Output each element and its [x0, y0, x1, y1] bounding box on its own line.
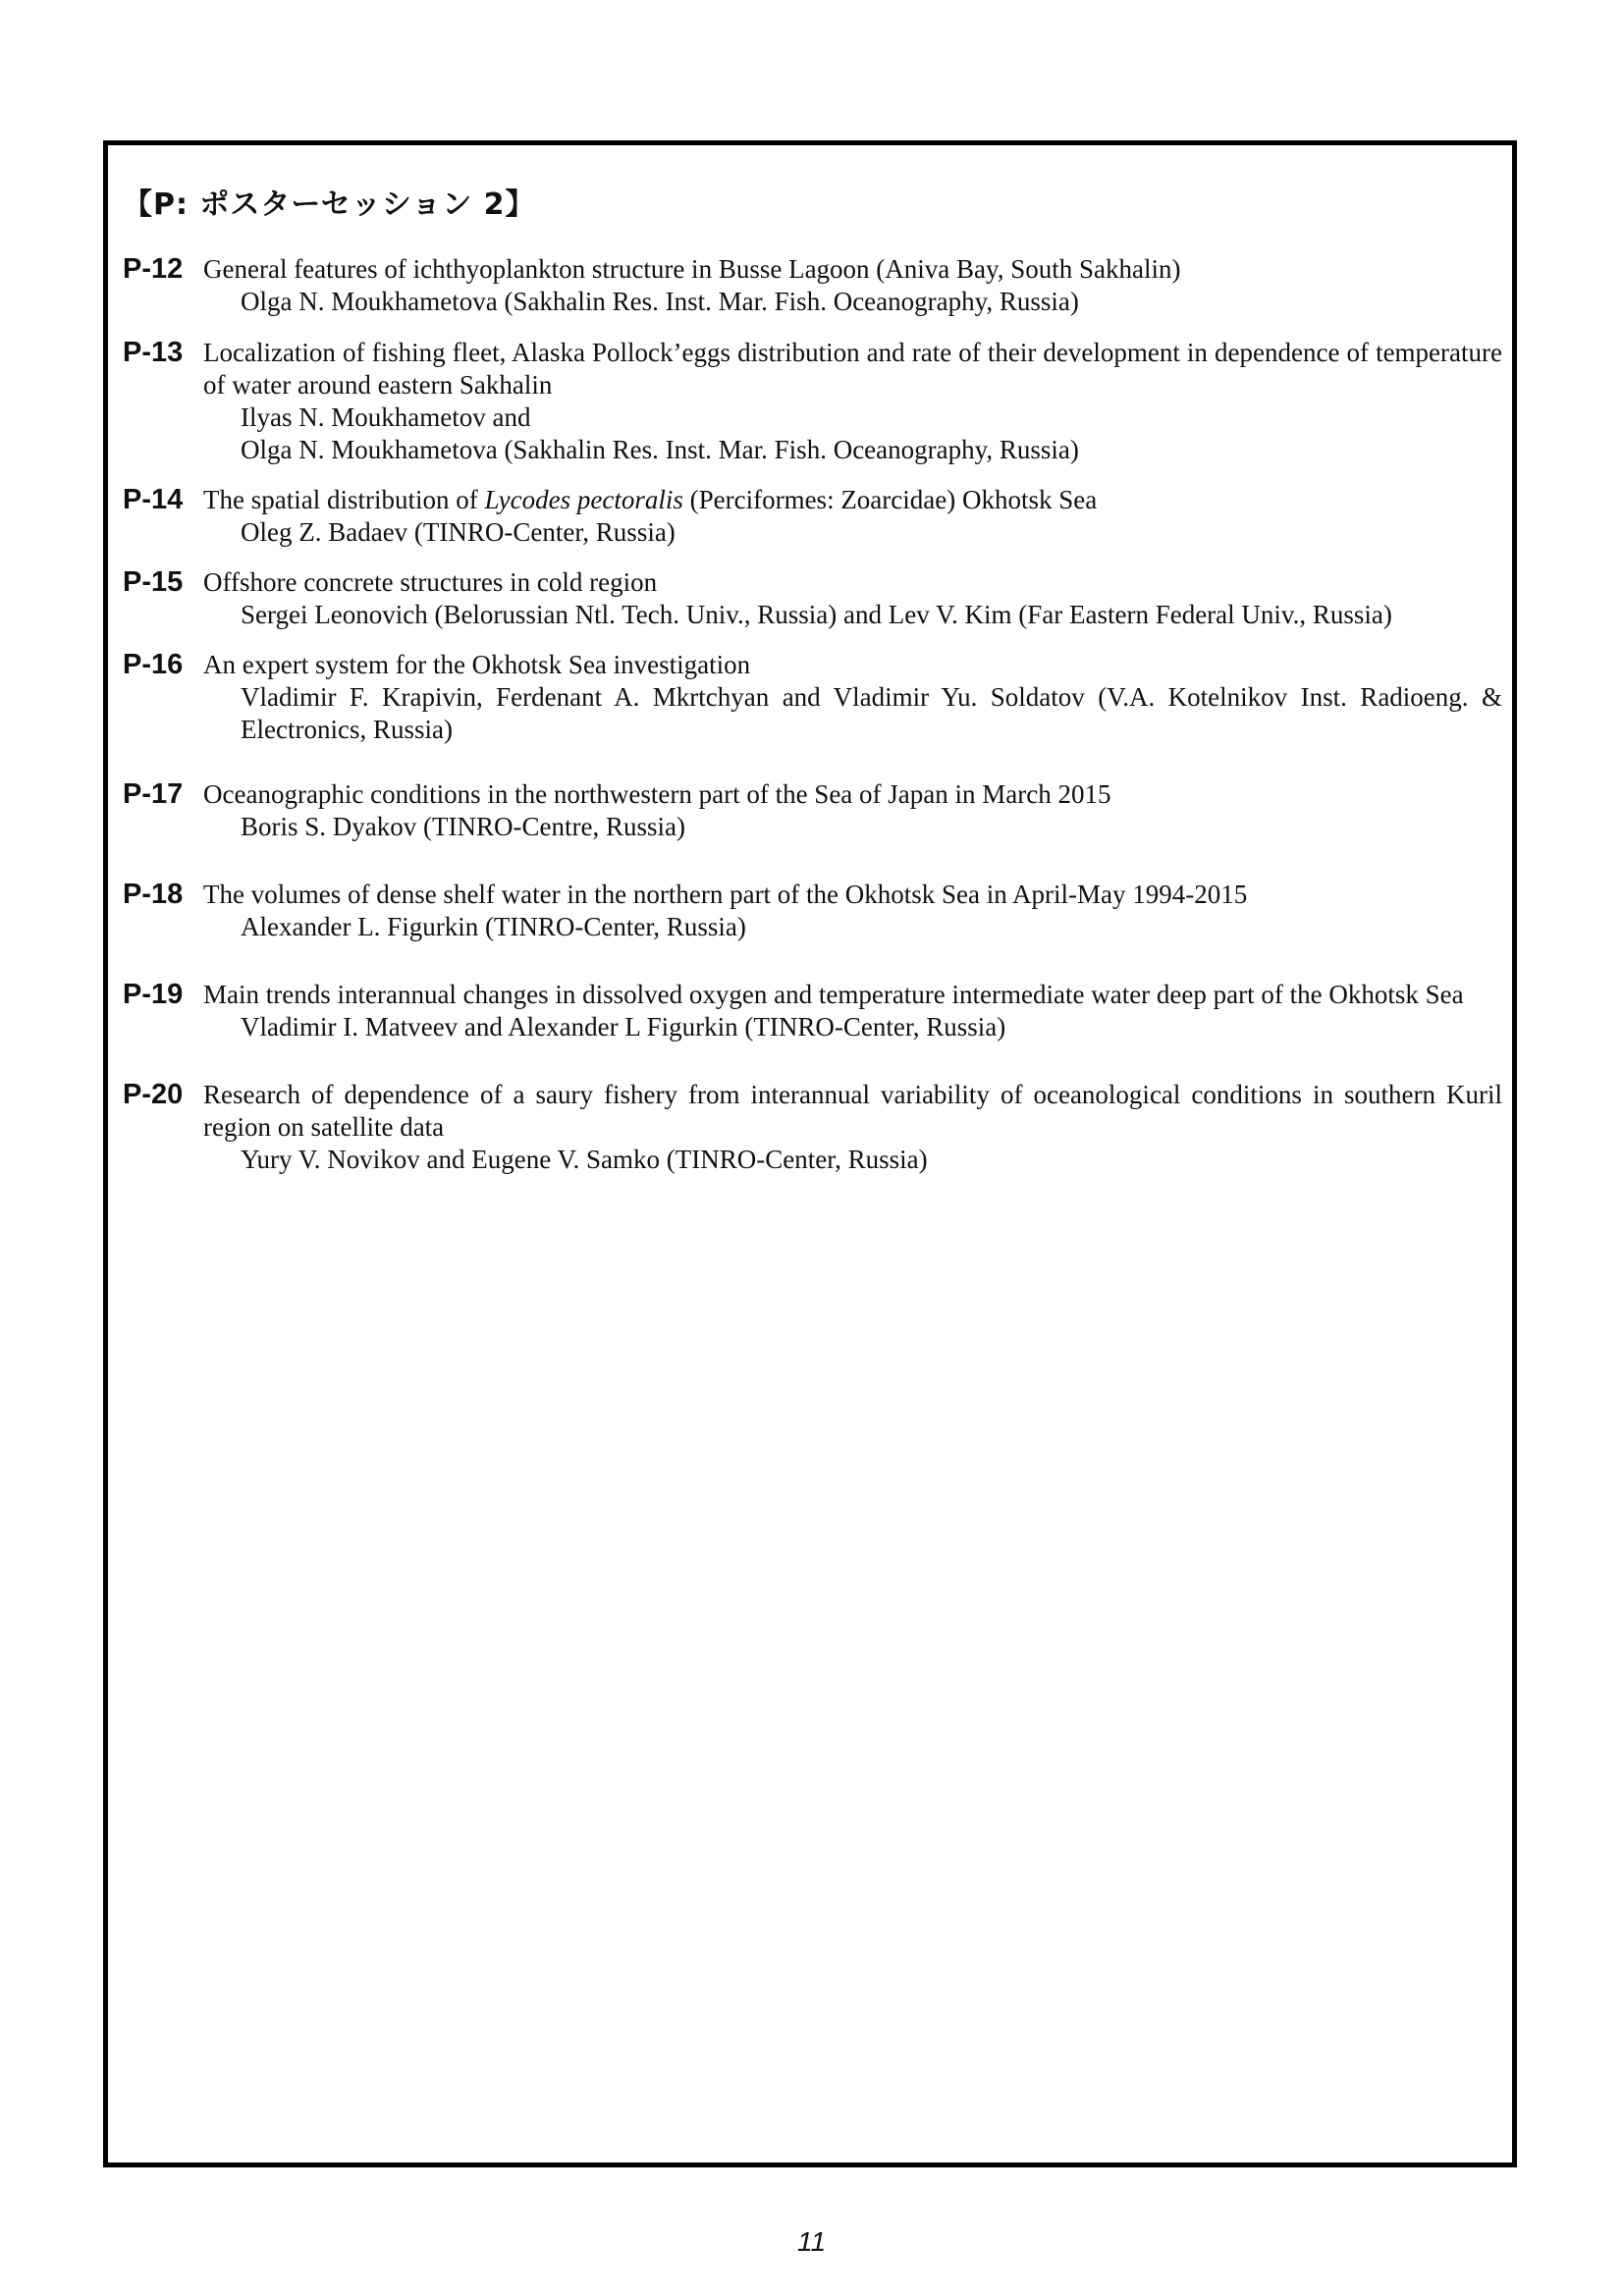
entry-code: P-15	[123, 566, 184, 598]
entry-code: P-18	[123, 879, 184, 910]
entry-authors	[203, 516, 1502, 549]
entry-code: P-16	[123, 649, 184, 680]
author-line: Oleg Z. Badaev (TINRO-Center, Russia)	[241, 517, 676, 547]
entry-authors	[203, 286, 1502, 318]
title-text: (Perciformes: Zoarcidae) Okhotsk Sea	[682, 485, 1098, 514]
entry-title: Localization of fishing fleet, Alaska Pollock’eggs distribution and rate of their development in dependence of temperature of water around eastern Sakhalin	[203, 338, 1502, 400]
page-number: 11	[796, 2226, 827, 2257]
entry-authors	[203, 1011, 1502, 1043]
entry-list	[123, 253, 1502, 1176]
author-line: Alexander L. Figurkin (TINRO-Center, Russia)	[241, 912, 746, 941]
entry-code: P-20	[123, 1079, 184, 1110]
entry-code: P-12	[123, 253, 184, 285]
title-text: The spatial distribution of	[203, 485, 485, 514]
entry-p15	[123, 566, 1502, 631]
author-line: Olga N. Moukhametova (Sakhalin Res. Inst. Mar. Fish. Oceanography, Russia)	[241, 435, 1079, 464]
entry-code: P-14	[123, 484, 184, 515]
author-line: Vladimir F. Krapivin, Ferdenant A. Mkrtchyan and Vladimir Yu. Soldatov (V.A. Kotelnikov Inst. Radioeng. & Electronics, Russia)	[241, 682, 1502, 744]
author-line: Ilyas N. Moukhametov and	[241, 402, 531, 432]
entry-p14	[123, 484, 1502, 549]
entry-title: Offshore concrete structures in cold region	[203, 567, 658, 597]
entry-p12	[123, 253, 1502, 318]
entry-authors	[203, 811, 1502, 843]
entry-title: The volumes of dense shelf water in the northern part of the Okhotsk Sea in April-May 1994-2015	[203, 880, 1248, 909]
species-name: Lycodes pectoralis	[484, 485, 683, 514]
entry-title: Research of dependence of a saury fishery from interannual variability of oceanological conditions in southern Kuril region on satellite data	[203, 1080, 1502, 1142]
entry-authors	[203, 911, 1502, 943]
entry-p20	[123, 1079, 1502, 1176]
entry-authors	[203, 401, 1502, 466]
page-frame	[103, 140, 1517, 2167]
entry-p18	[123, 879, 1502, 943]
entry-p19	[123, 979, 1502, 1043]
entry-p16	[123, 649, 1502, 746]
entry-code: P-13	[123, 337, 184, 368]
section-heading: 【P: ポスターセッション 2】	[123, 187, 536, 222]
entry-p13	[123, 337, 1502, 466]
entry-authors	[203, 681, 1502, 746]
entry-authors	[203, 1144, 1502, 1176]
entry-title	[203, 484, 1502, 516]
author-line: Sergei Leonovich (Belorussian Ntl. Tech. Univ., Russia) and Lev V. Kim (Far Eastern Federal Univ., Russia)	[241, 600, 1392, 629]
entry-authors	[203, 599, 1502, 631]
entry-title: Main trends interannual changes in dissolved oxygen and temperature intermediate water deep part of the Okhotsk Sea	[203, 980, 1464, 1009]
author-line: Vladimir I. Matveev and Alexander L Figurkin (TINRO-Center, Russia)	[241, 1012, 1006, 1041]
author-line: Boris S. Dyakov (TINRO-Centre, Russia)	[241, 812, 685, 841]
entry-title: Oceanographic conditions in the northwestern part of the Sea of Japan in March 2015	[203, 779, 1111, 809]
entry-title: General features of ichthyoplankton structure in Busse Lagoon (Aniva Bay, South Sakhalin)	[203, 254, 1181, 284]
entry-p17	[123, 778, 1502, 843]
entry-code: P-19	[123, 979, 184, 1010]
author-line: Yury V. Novikov and Eugene V. Samko (TINRO-Center, Russia)	[241, 1145, 928, 1174]
author-line: Olga N. Moukhametova (Sakhalin Res. Inst. Mar. Fish. Oceanography, Russia)	[241, 287, 1079, 316]
entry-title: An expert system for the Okhotsk Sea investigation	[203, 650, 751, 679]
entry-code: P-17	[123, 778, 184, 810]
